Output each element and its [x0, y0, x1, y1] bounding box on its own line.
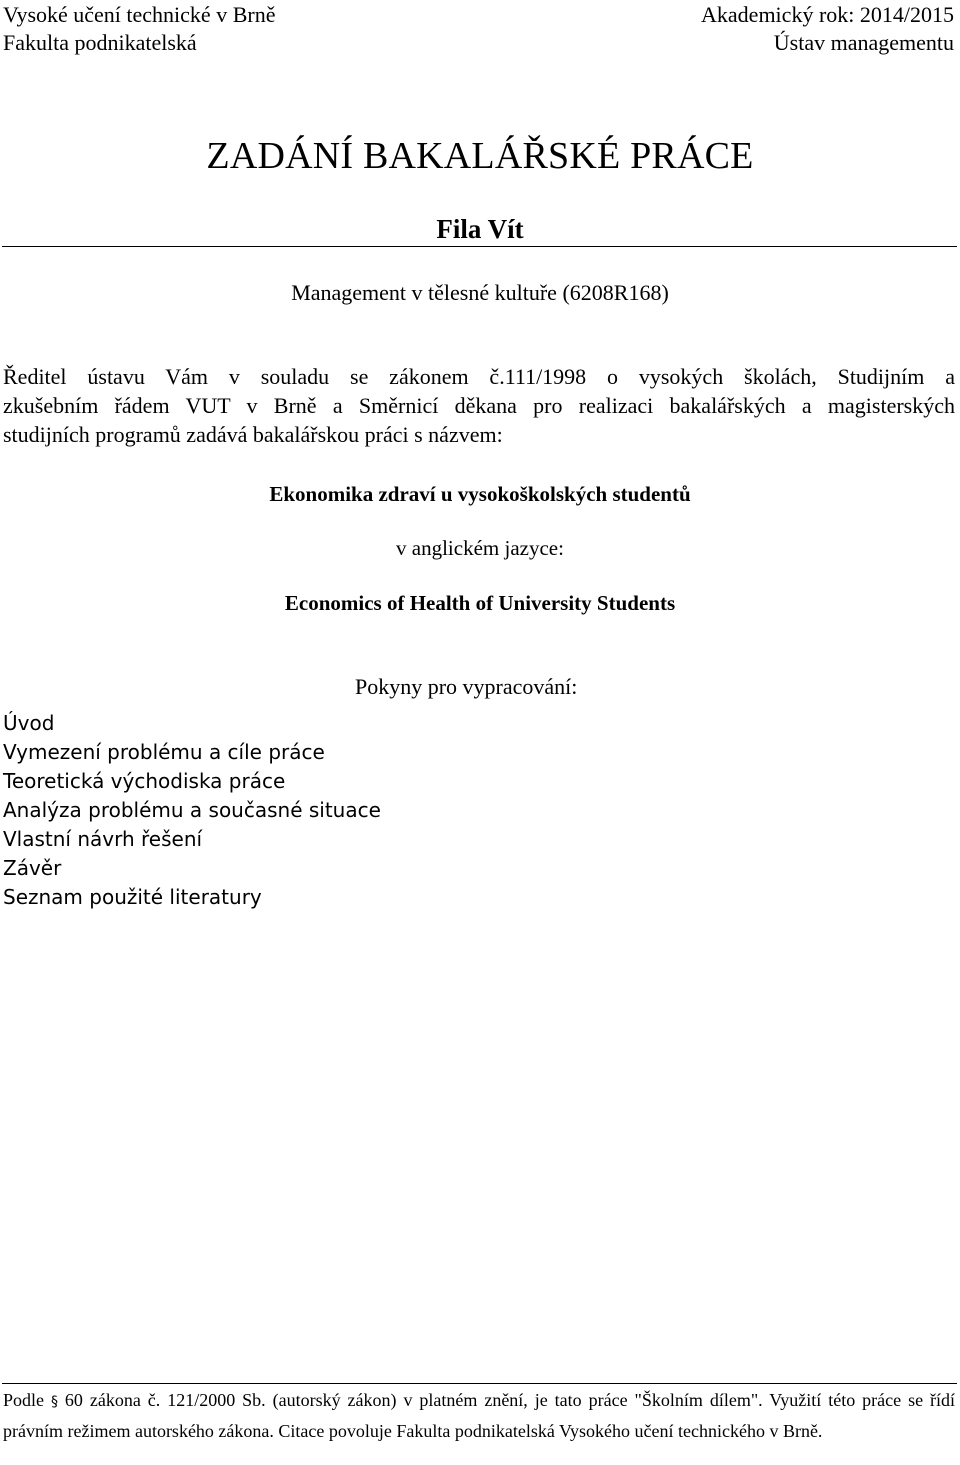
department-name: Ústav managementu: [773, 30, 954, 55]
english-language-label: v anglickém jazyce:: [396, 536, 564, 560]
study-program: Management v tělesné kultuře (6208R168): [291, 280, 669, 305]
list-item: Úvod: [3, 711, 55, 735]
section-sign: §: [50, 1394, 58, 1410]
student-name: Fila Vít: [436, 214, 524, 244]
document-title: ZADÁNÍ BAKALÁŘSKÉ PRÁCE: [206, 135, 754, 177]
list-item: Analýza problému a současné situace: [3, 798, 381, 822]
list-item: Seznam použité literatury: [3, 885, 262, 909]
thesis-title-english: Economics of Health of University Students: [284, 591, 676, 615]
footer-lead: Podle: [3, 1390, 45, 1410]
list-item: Teoretická východiska práce: [3, 769, 286, 793]
list-item: Vlastní návrh řešení: [3, 827, 203, 851]
list-item: Vymezení problému a cíle práce: [3, 740, 325, 764]
footer-body: 60 zákona č. 121/2000 Sb. (autorský zákon) v platném znění, je tato práce "Školním dílem". Využití této práce se řídí právním režimem autorského zákona. Citace povoluje Fakulta podnikatelská Vysokého učení technického v Brně.: [3, 1390, 956, 1441]
academic-year: Akademický rok: 2014/2015: [701, 2, 954, 27]
intro-line: Ředitel ústavu Vám v souladu se zákonem č.111/1998 o vysokých školách, Studijním a: [3, 364, 955, 389]
intro-line: zkušebním řádem VUT v Brně a Směrnicí děkana pro realizaci bakalářských a magisterských: [3, 393, 955, 418]
intro-line: studijních programů zadává bakalářskou práci s názvem:: [3, 422, 503, 447]
faculty-name: Fakulta podnikatelská: [3, 30, 197, 55]
list-item: Závěr: [3, 856, 62, 880]
instructions-list: [3, 709, 381, 912]
footer-divider: [2, 1383, 957, 1384]
thesis-title-czech: Ekonomika zdraví u vysokoškolských studentů: [269, 482, 691, 506]
school-name: Vysoké učení technické v Brně: [3, 2, 276, 27]
divider-line: [2, 246, 957, 247]
copyright-notice: [3, 1386, 955, 1446]
intro-paragraph: [3, 362, 955, 449]
instructions-heading: Pokyny pro vypracování:: [355, 674, 578, 699]
